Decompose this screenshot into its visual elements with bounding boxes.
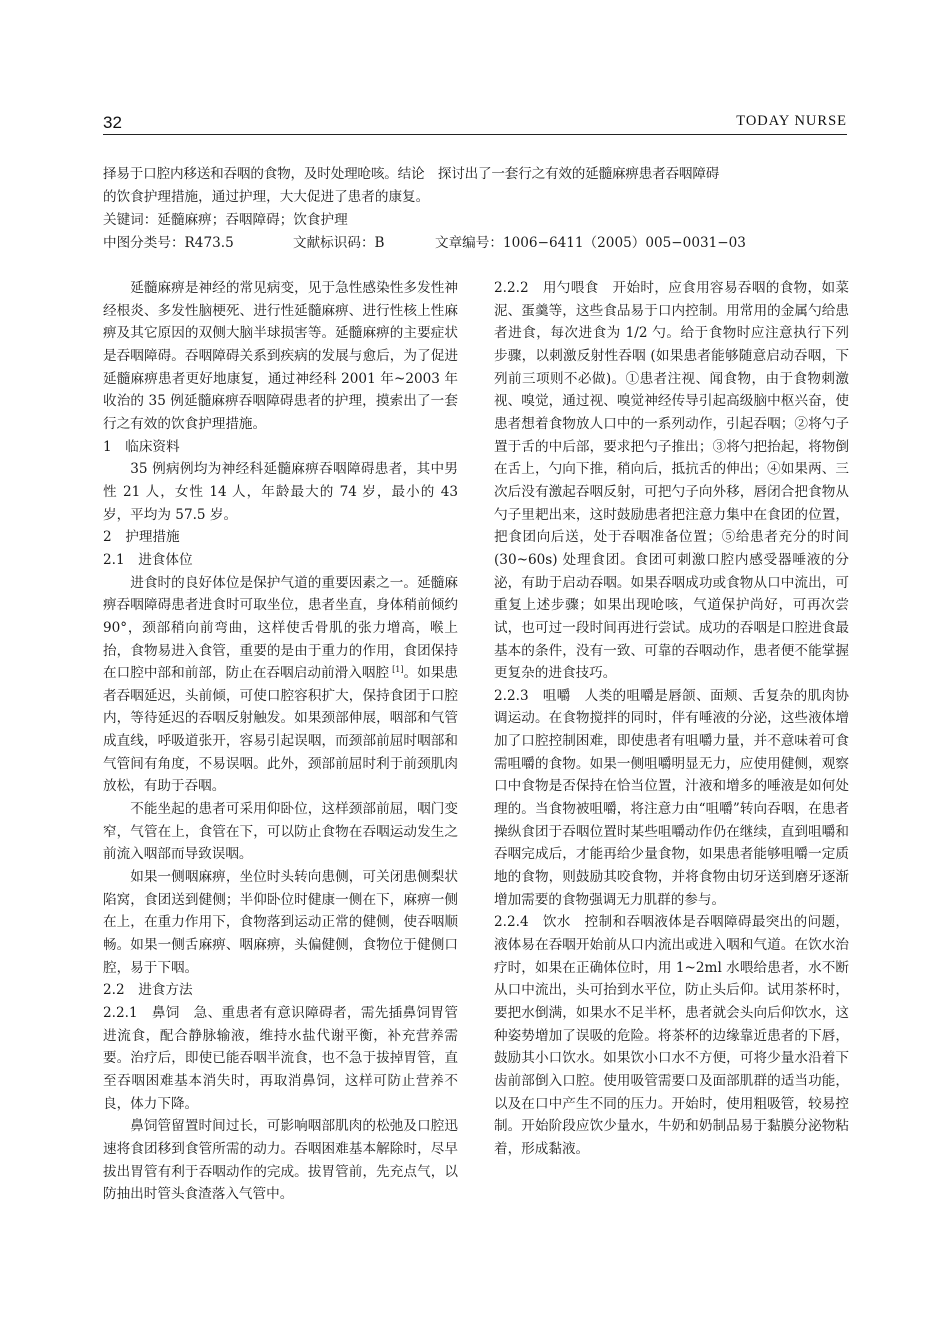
section-2-heading: 2 护理措施 bbox=[103, 529, 180, 546]
article-number: 文章编号：1006−6411（2005）005−0031−03 bbox=[435, 235, 746, 251]
keywords: 关键词：延髓麻痹；吞咽障碍；饮食护理 bbox=[103, 212, 348, 228]
right-column bbox=[494, 277, 849, 1161]
classification-line bbox=[103, 232, 847, 255]
paragraph-text: 急、重患者有意识障碍者，需先插鼻饲胃管进流食，配合静脉输液，维持水盐代谢平衡，补充营养需要。治疗后，即使已能吞咽半流食，也不急于拔掉胃管，直至吞咽困难基本消失时，再取消鼻饲，这样可防止营养不良，体力下降。 bbox=[103, 1005, 458, 1112]
section-2-1-heading: 2.1 进食体位 bbox=[103, 551, 193, 568]
paragraph-text: 。如果患者吞咽延迟，头前倾，可使口腔容积扩大，保持食团于口腔内，等待延迟的吞咽反射触发。如果颈部伸展，咽部和气管成直线，呼吸道张开，容易引起误咽，而颈部前屈时咽部和气管间有角度，不易误咽。此外，颈部前屈时利于前颈肌肉放松，有助于吞咽。 bbox=[103, 665, 459, 795]
section-2-1-paragraph-2: 不能坐起的患者可采用仰卧位，这样颈部前屈，咽门变窄，气管在上，食管在下，可以防止食物在吞咽运动发生之前流入咽部而导致误咽。 bbox=[103, 801, 458, 863]
section-2-2-heading: 2.2 进食方法 bbox=[103, 982, 193, 999]
subsection-label: 2.2.4 饮水 bbox=[494, 914, 571, 931]
section-2-1-paragraph-1 bbox=[103, 572, 458, 799]
section-1-heading: 1 临床资料 bbox=[103, 438, 180, 455]
document-code: 文献标识码：B bbox=[293, 235, 385, 251]
abstract-line-1: 择易于口腔内移送和吞咽的食物，及时处理呛咳。结论 探讨出了一套行之有效的延髓麻痹患者吞咽障碍 bbox=[103, 166, 720, 182]
paragraph-text: 控制和吞咽液体是吞咽障碍最突出的问题，液体易在吞咽开始前从口内流出或进入咽和气道。在饮水治疗时，如果在正确体位时，用 1~2ml 水喂给患者，水不断从口中流出，头可抬到水平位，防止头后仰。试用茶杯时，要把水倒满，如果水不足半杯，患者就会头向后仰饮水，这种姿势增加了误吸的危险。将茶杯的边缘靠近患者的下唇，鼓励其小口饮水。如果饮小口水不方便，可将少量水沿着下齿前部倒入口腔。使用吸管需要口及面部肌群的适当功能，以及在口中产生不同的压力。开始时，使用粗吸管，较易控制。开始阶段应饮少量水，牛奶和奶制品易于黏膜分泌物粘着，形成黏液。 bbox=[494, 914, 849, 1157]
subsection-label: 2.2.1 鼻饲 bbox=[103, 1005, 180, 1021]
paragraph-text: 人类的咀嚼是唇颌、面颊、舌复杂的肌肉协调运动。在食物搅拌的同时，伴有唾液的分泌，这些液体增加了口腔控制困难，即使患者有咀嚼力量，并不意味着可食需咀嚼的食物。如果一侧咀嚼明显无力，应使用健侧，观察口中食物是否保持在恰当位置，汁液和增多的唾液是如何处理的。当食物被咀嚼，将注意力由“咀嚼”转向吞咽，在患者操纵食团于吞咽位置时某些咀嚼动作仍在继续，直到咀嚼和吞咽完成后，才能再给少量食物，如果患者能够咀嚼一定质地的食物，则鼓励其咬食物，并将食物由切牙送到磨牙逐渐增加需要的食物强调无力肌群的参与。 bbox=[494, 687, 849, 908]
subsection-label: 2.2.3 咀嚼 bbox=[494, 687, 571, 704]
section-2-1-paragraph-3: 如果一侧咽麻痹，坐位时头转向患侧，可关闭患侧梨状陷窝，食团送到健侧；半仰卧位时健康一侧在下，麻痹一侧在上，在重力作用下，食物落到运动正常的健侧，使吞咽顺畅。如果一侧舌麻痹、咽麻痹，头偏健侧，食物位于健侧口腔，易于下咽。 bbox=[103, 869, 458, 976]
abstract-block bbox=[103, 163, 847, 255]
section-1-body: 35 例病例均为神经科延髓麻痹吞咽障碍患者，其中男性 21 人，女性 14 人，年龄最大的 74 岁，最小的 43 岁，平均为 57.5 岁。 bbox=[103, 461, 458, 523]
section-2-2-1-paragraph-2: 鼻饲管留置时间过长，可影响咽部肌肉的松弛及口腔迅速将食团移到食管所需的动力。吞咽困难基本解除时，尽早拔出胃管有利于吞咽动作的完成。拔胃管前，先充点气，以防抽出时管头食渣落入气管中。 bbox=[103, 1118, 458, 1203]
section-2-2-2 bbox=[494, 277, 849, 685]
intro-paragraph: 延髓麻痹是神经的常见病变，见于急性感染性多发性神经根炎、多发性脑梗死、进行性延髓麻痹、进行性核上性麻痹及其它原因的双侧大脑半球损害等。延髓麻痹的主要症状是吞咽障碍。吞咽障碍关系到疾病的发展与愈后，为了促进延髓麻痹患者更好地康复，通过神经科 2001 年~2003 年收治的 35 例延髓麻痹吞咽障碍患者的护理，摸索出了一套行之有效的饮食护理措施。 bbox=[103, 280, 458, 432]
subsection-label: 2.2.2 用勺喂食 bbox=[494, 280, 599, 296]
journal-name: TODAY NURSE bbox=[736, 113, 847, 129]
section-2-2-3 bbox=[494, 685, 849, 912]
classification-number: 中图分类号：R473.5 bbox=[103, 235, 234, 251]
citation-mark: [1] bbox=[392, 664, 404, 674]
left-column bbox=[103, 277, 458, 1206]
section-2-2-1-paragraph-1 bbox=[103, 1002, 458, 1115]
page-number: 32 bbox=[103, 113, 122, 132]
paragraph-text: 开始时，应食用容易吞咽的食物，如菜泥、蛋羹等，这些食品易于口内控制。用常用的金属勺给患者进食，每次进食为 1/2 勺。给于食物时应注意执行下列步骤，以刺激反射性吞咽 (如果患者能够随意启动吞咽，下列前三项则不必做)。①患者注视、闻食物，由于食物刺激视、嗅觉，通过视、嗅觉神经传导引起高级脑中枢兴奋，使患者想着食物放人口中的一系列动作，引起吞咽；②将勺子置于舌的中后部，要求把勺子推出；③将勺把抬起，将物倒在舌上，勺向下推，稍向后，抵抗舌的伸出；④如果两、三次后没有激起吞咽反射，可把勺子向外移，唇闭合把食物从勺子里耙出来，这时鼓励患者把注意力集中在食团的位置，把食团向后送，处于吞咽准备位置；⑤给患者充分的时间 (30~60s) 处理食团。食团可刺激口腔内感受器唾液的分泌，有助于启动吞咽。如果吞咽成功或食物从口中流出，可重复上述步骤；如果出现呛咳，气道保护尚好，可再次尝试，也可过一段时间再进行尝试。成功的吞咽是口腔进食最基本的条件，没有一致、可靠的吞咽动作，患者便不能掌握更复杂的进食技巧。 bbox=[494, 280, 850, 682]
abstract-line-2: 的饮食护理措施，通过护理，大大促进了患者的康复。 bbox=[103, 189, 430, 205]
header-rule bbox=[103, 134, 847, 135]
paragraph-text: 进食时的良好体位是保护气道的重要因素之一。延髓麻痹吞咽障碍患者进食时可取坐位，患者坐直，身体稍前倾约 90°，颈部稍向前弯曲，这样使舌骨肌的张力增高，喉上抬，食物易进入食管，重要的是由于重力的作用，食团保持在口腔中部和前部，防止在吞咽启动前滑入咽腔 bbox=[103, 574, 458, 682]
section-2-2-4 bbox=[494, 911, 849, 1160]
